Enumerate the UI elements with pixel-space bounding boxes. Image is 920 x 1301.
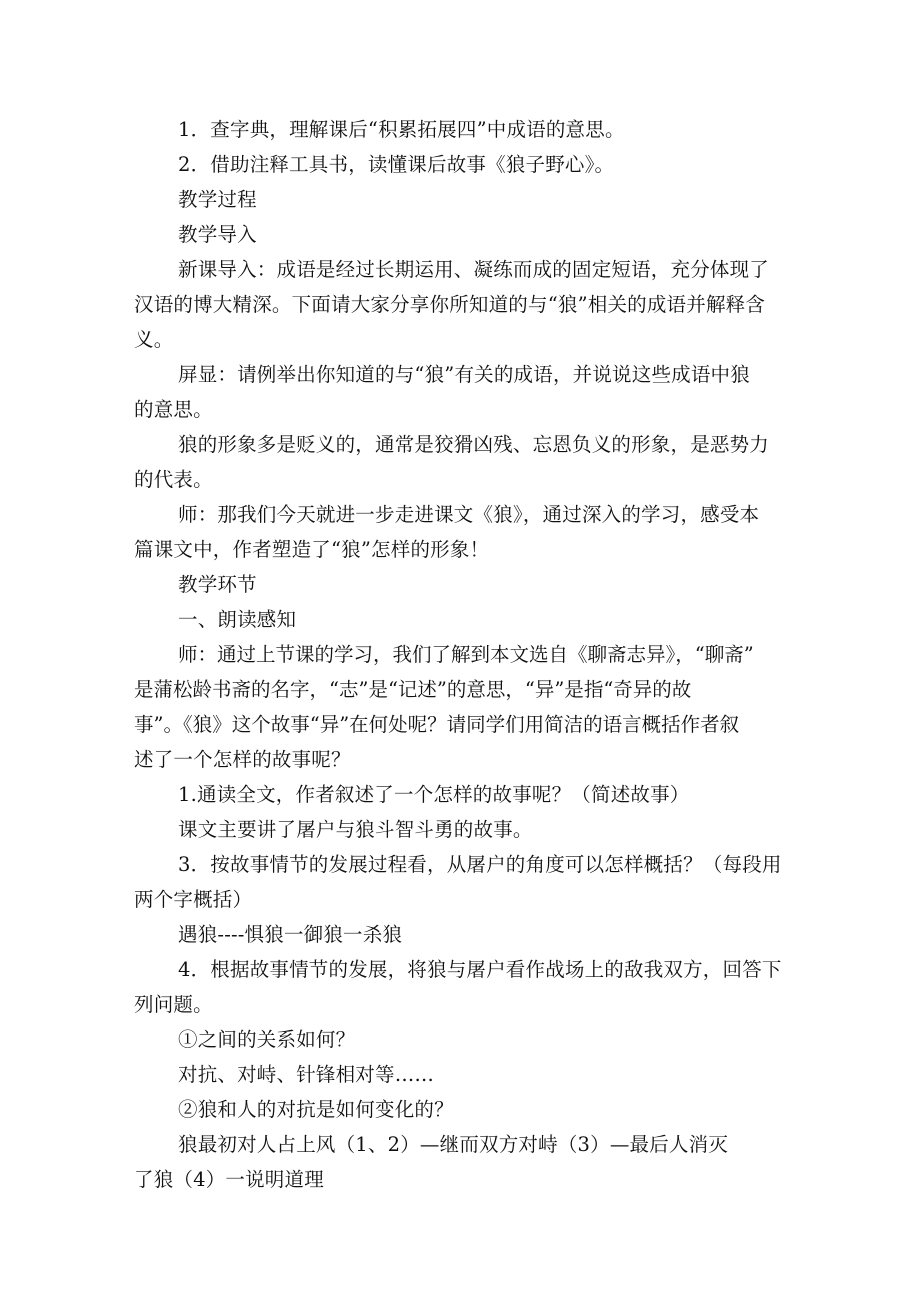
text-line-2: 2．借助注释工具书，读懂课后故事《狼子野心》。: [178, 153, 615, 176]
text-line-27: ①之间的关系如何？: [178, 1028, 356, 1051]
heading-teaching-intro: 教学导入: [178, 223, 257, 246]
text-line-31: 了狼（4）一说明道理: [134, 1168, 324, 1191]
text-line-9: 的意思。: [134, 398, 213, 421]
text-line-8: 屏显：请例举出你知道的与“狼”有关的成语，并说说这些成语中狼: [178, 363, 750, 386]
text-line-5: 新课导入：成语是经过长期运用、凝练而成的固定短语，充分体现了: [178, 258, 770, 281]
text-line-28: 对抗、对峙、针锋相对等……: [178, 1063, 435, 1086]
text-line-24: 遇狼----惧狼一御狼一杀狼: [178, 923, 403, 946]
text-line-20: 1.通读全文，作者叙述了一个怎样的故事呢？（简述故事）: [178, 783, 690, 806]
text-line-22: 3．按故事情节的发展过程看，从屠户的角度可以怎样概括？（每段用: [178, 853, 782, 876]
text-line-11: 的代表。: [134, 468, 213, 491]
text-line-18: 事”。《狼》这个故事“异”在何处呢？请同学们用简洁的语言概括作者叙: [134, 713, 740, 736]
text-line-19: 述了一个怎样的故事呢？: [134, 748, 351, 771]
text-line-30: 狼最初对人占上风（1、2）—继而双方对峙（3）—最后人消灭: [178, 1133, 729, 1156]
text-line-10: 狼的形象多是贬义的，通常是狡猾凶残、忘恩负义的形象，是恶势力: [178, 433, 770, 456]
text-line-13: 篇课文中，作者塑造了“狼”怎样的形象！: [134, 538, 490, 561]
text-line-7: 义。: [134, 328, 174, 351]
text-line-1: 1．查字典，理解课后“积累拓展四”中成语的意思。: [178, 118, 625, 141]
document-body: [134, 112, 790, 1197]
heading-reading-perception: 一、朗读感知: [178, 608, 297, 631]
text-line-6: 汉语的博大精深。下面请大家分享你所知道的与“狼”相关的成语并解释含: [134, 293, 766, 316]
text-line-25: 4．根据故事情节的发展，将狼与屠户看作战场上的敌我双方，回答下: [178, 958, 782, 981]
text-line-26: 列问题。: [134, 993, 213, 1016]
text-line-17: 是蒲松龄书斋的名字，“志”是“记述”的意思，“异”是指“奇异的故: [134, 678, 692, 701]
text-line-16: 师：通过上节课的学习，我们了解到本文选自《聊斋志异》，“聊斋”: [178, 643, 754, 666]
text-line-23: 两个字概括）: [134, 888, 253, 911]
heading-teaching-steps: 教学环节: [178, 573, 257, 596]
text-line-21: 课文主要讲了屠户与狼斗智斗勇的故事。: [178, 818, 533, 841]
text-line-12: 师：那我们今天就进一步走进课文《狼》，通过深入的学习，感受本: [178, 503, 760, 526]
text-line-29: ②狼和人的对抗是如何变化的？: [178, 1098, 454, 1121]
heading-teaching-process: 教学过程: [178, 188, 257, 211]
